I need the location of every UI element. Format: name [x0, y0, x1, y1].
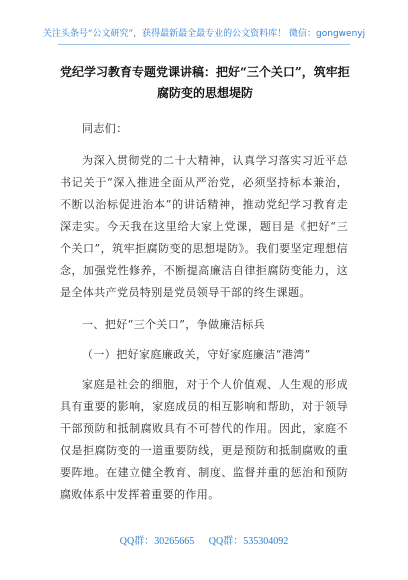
- footer: [0, 532, 408, 547]
- header-banner: 关注头条号“公文研究”，获得最新最全最专业的公文资料库！ 微信：gongwenyj: [42, 29, 366, 39]
- subsection-paragraph-1: 家庭是社会的细胞，对于个人价值观、人生观的形成具有重要的影响，家庭成员的相互影响和帮助，对于领导干部预防和抵制腐败具有不可替代的作用。因此，家庭不仅是拒腐防变的一道重要防线，更是预防和抵制腐败的重要阵地。在建立健全教育、制度、监督并重的惩治和预防腐败体系中发挥着重要的作用。: [60, 378, 348, 501]
- footer-qq-group-1: QQ群：30265665: [119, 536, 195, 547]
- section-heading-1: 一、把好“三个关口”，争做廉洁标兵: [82, 318, 266, 331]
- intro-paragraph: 为深入贯彻党的二十大精神，认真学习落实习近平总书记关于“深入推进全面从严治党，必须坚持标本兼治，不断以治标促进治本”的讲话精神，推动党纪学习教育走深走实。今天我在这里给大家上党课，题目是《把好“三个关口”，筑牢拒腐防变的思想堤防》。我们要坚定理想信念，加强党性修养，不断提高廉洁自律拒腐防变能力，这是全体共产党员特别是党员领导干部的终生课题。: [60, 154, 348, 299]
- subsection-heading-1: （一）把好家庭廉政关，守好家庭廉洁“港湾”: [82, 348, 311, 361]
- title-line-1: 党纪学习教育专题党课讲稿：把好“三个关口”，筑牢拒: [60, 65, 350, 79]
- title-line-2: 腐防变的思想堤防: [156, 86, 253, 100]
- document-title: [60, 62, 350, 104]
- footer-qq-group-2: QQ群：535304092: [208, 536, 289, 547]
- header-divider: [58, 44, 350, 45]
- salutation: 同志们：: [82, 122, 128, 135]
